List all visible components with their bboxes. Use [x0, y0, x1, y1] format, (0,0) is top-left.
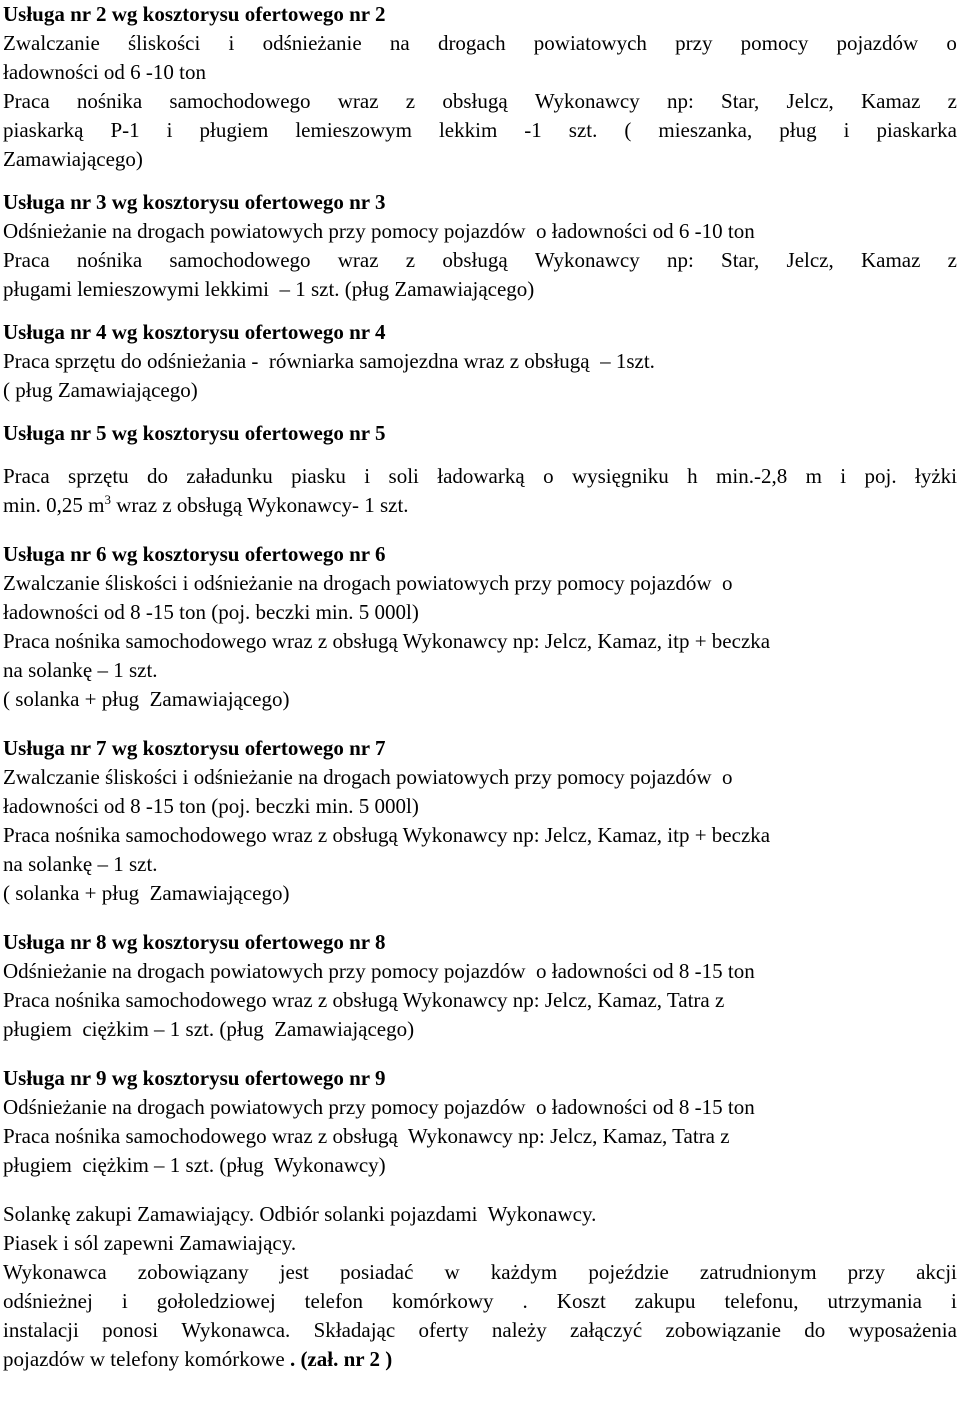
word: mieszanka, [658, 118, 753, 142]
service-2-line-5: Zamawiającego) [3, 147, 143, 171]
word: posiadać [339, 1260, 414, 1284]
word: np: [666, 89, 694, 113]
word: pojazdów [836, 31, 919, 55]
word: ponosi [102, 1318, 159, 1342]
word: np: [666, 248, 694, 272]
service-3-line-2 [3, 246, 957, 275]
word: na [389, 31, 410, 55]
word: komórkowy [392, 1289, 494, 1313]
service-7-title: Usługa nr 7 wg kosztorysu ofertowego nr 7 [3, 736, 386, 760]
word: soli [388, 464, 419, 488]
service-9-line-1: Odśnieżanie na drogach powiatowych przy pomocy pojazdów o ładowności od 8 -15 ton [3, 1095, 755, 1119]
word: lemieszowym [295, 118, 412, 142]
word: należy [491, 1318, 547, 1342]
word: i [843, 118, 850, 142]
word: i [121, 1289, 128, 1313]
word: załączyć [569, 1318, 643, 1342]
service-9 [3, 1064, 957, 1180]
word: Kamaz [860, 248, 921, 272]
word: gołoledziowej [156, 1289, 276, 1313]
word: o [543, 464, 554, 488]
service-2-line-2: ładowności od 6 -10 ton [3, 60, 206, 84]
word: pomocy [740, 31, 809, 55]
final-line-3 [3, 1258, 957, 1287]
final-line-1: Solankę zakupi Zamawiający. Odbiór solanki pojazdami Wykonawcy. [3, 1202, 597, 1226]
word: utrzymania [827, 1289, 923, 1313]
service-9-title: Usługa nr 9 wg kosztorysu ofertowego nr 9 [3, 1066, 386, 1090]
word: wraz [337, 248, 379, 272]
word: do [804, 1318, 826, 1342]
word: sprzętu [68, 464, 129, 488]
word: ładowarką [437, 464, 525, 488]
word: z [405, 248, 416, 272]
word: z [405, 89, 416, 113]
word: szt. [568, 118, 598, 142]
word: oferty [418, 1318, 469, 1342]
word: P-1 [110, 118, 140, 142]
service-7-line-2: ładowności od 8 -15 ton (poj. beczki min. 5 000l) [3, 794, 419, 818]
word: lekkim [438, 118, 498, 142]
word: do [147, 464, 169, 488]
word: z [947, 248, 957, 272]
service-6-line-3: Praca nośnika samochodowego wraz z obsługą Wykonawcy np: Jelcz, Kamaz, itp + beczka [3, 629, 771, 653]
word: Koszt [556, 1289, 606, 1313]
word: o [946, 31, 957, 55]
service-2-line-1 [3, 29, 957, 58]
service-6-line-2: ładowności od 8 -15 ton (poj. beczki min. 5 000l) [3, 600, 419, 624]
service-7-line-5: ( solanka + pług Zamawiającego) [3, 881, 290, 905]
word: nośnika [76, 248, 143, 272]
word: pojeździe [588, 1260, 669, 1284]
word: Star, [721, 248, 760, 272]
word: jest [279, 1260, 309, 1284]
word: Jelcz, [786, 89, 834, 113]
word: przy [847, 1260, 885, 1284]
service-2-line-3 [3, 87, 957, 116]
final-line-5 [3, 1316, 957, 1345]
word: i [364, 464, 371, 488]
service-2-line-4 [3, 116, 957, 145]
superscript-3: 3 [104, 492, 112, 507]
service-8-title: Usługa nr 8 wg kosztorysu ofertowego nr 8 [3, 930, 386, 954]
word: Składając [313, 1318, 396, 1342]
word: i [840, 464, 847, 488]
word: samochodowego [169, 89, 311, 113]
service-4-line-1: Praca sprzętu do odśnieżania - równiarka samojezdna wraz z obsługą – 1szt. [3, 349, 655, 373]
final-notes [3, 1200, 957, 1374]
word: min.-2,8 [716, 464, 788, 488]
word: zatrudnionym [699, 1260, 817, 1284]
service-2 [3, 0, 957, 174]
word: piasku [291, 464, 346, 488]
word: Praca [3, 248, 50, 272]
service-6-title: Usługa nr 6 wg kosztorysu ofertowego nr 6 [3, 542, 386, 566]
word: z [947, 89, 957, 113]
word: pługiem [199, 118, 269, 142]
word: przy [675, 31, 713, 55]
word: poj. [864, 464, 897, 488]
service-3-line-3: pługami lemieszowymi lekkimi – 1 szt. (pług Zamawiającego) [3, 277, 535, 301]
word: akcji [916, 1260, 957, 1284]
word: samochodowego [169, 248, 311, 272]
service-2-title: Usługa nr 2 wg kosztorysu ofertowego nr 2 [3, 2, 386, 26]
service-4-line-2: ( pług Zamawiającego) [3, 378, 198, 402]
word: Kamaz [860, 89, 921, 113]
service-6 [3, 540, 957, 714]
word: -1 [524, 118, 542, 142]
word: Praca [3, 464, 50, 488]
service-8 [3, 928, 957, 1044]
word: odśnieżanie [262, 31, 362, 55]
word: piaskarką [3, 118, 84, 142]
final-line-2: Piasek i sól zapewni Zamawiający. [3, 1231, 297, 1255]
word: Wykonawca [3, 1260, 107, 1284]
final-line-6a: pojazdów w telefony komórkowe [3, 1347, 285, 1371]
service-7-line-1: Zwalczanie śliskości i odśnieżanie na drogach powiatowych przy pomocy pojazdów o [3, 765, 733, 789]
word: śliskości [127, 31, 201, 55]
word: . [522, 1289, 528, 1313]
service-8-line-2: Praca nośnika samochodowego wraz z obsługą Wykonawcy np: Jelcz, Kamaz, Tatra z [3, 988, 725, 1012]
word: Jelcz, [786, 248, 834, 272]
attachment-ref: . (zał. nr 2 ) [284, 1347, 393, 1371]
service-5-line-1 [3, 462, 957, 491]
word: załadunku [186, 464, 273, 488]
word: powiatowych [533, 31, 647, 55]
service-4-title: Usługa nr 4 wg kosztorysu ofertowego nr 4 [3, 320, 386, 344]
word: Praca [3, 89, 50, 113]
word: drogach [437, 31, 506, 55]
service-5-line-2a: min. 0,25 m [3, 493, 105, 517]
word: i [166, 118, 173, 142]
service-7-line-4: na solankę – 1 szt. [3, 852, 158, 876]
word: obsługą [442, 89, 508, 113]
word: wraz [337, 89, 379, 113]
word: ( [624, 118, 632, 142]
word: i [951, 1289, 957, 1313]
word: Wykonawcy [534, 89, 640, 113]
word: w [444, 1260, 460, 1284]
word: zobowiązanie [665, 1318, 781, 1342]
service-7 [3, 734, 957, 908]
word: wysięgniku [571, 464, 669, 488]
service-6-line-5: ( solanka + pług Zamawiającego) [3, 687, 290, 711]
word: telefonu, [724, 1289, 799, 1313]
service-5-line-2b: wraz z obsługą Wykonawcy- 1 szt. [111, 493, 409, 517]
word: zobowiązany [137, 1260, 249, 1284]
word: łyżki [914, 464, 957, 488]
service-9-line-3: pługiem ciężkim – 1 szt. (pług Wykonawcy) [3, 1153, 386, 1177]
service-5-title: Usługa nr 5 wg kosztorysu ofertowego nr 5 [3, 421, 386, 445]
word: m [805, 464, 822, 488]
service-9-line-2: Praca nośnika samochodowego wraz z obsługą Wykonawcy np: Jelcz, Kamaz, Tatra z [3, 1124, 730, 1148]
service-3-line-1: Odśnieżanie na drogach powiatowych przy pomocy pojazdów o ładowności od 6 -10 ton [3, 219, 755, 243]
word: Wykonawcy [534, 248, 640, 272]
word: wyposażenia [848, 1318, 957, 1342]
word: obsługą [442, 248, 508, 272]
word: i [228, 31, 235, 55]
service-3-title: Usługa nr 3 wg kosztorysu ofertowego nr 3 [3, 190, 386, 214]
word: telefon [304, 1289, 363, 1313]
word: h [687, 464, 698, 488]
final-line-4 [3, 1287, 957, 1316]
word: Star, [721, 89, 760, 113]
word: piaskarka [876, 118, 957, 142]
service-8-line-1: Odśnieżanie na drogach powiatowych przy pomocy pojazdów o ładowności od 8 -15 ton [3, 959, 755, 983]
service-4 [3, 318, 957, 405]
service-5-line-2 [3, 491, 957, 520]
service-8-line-3: pługiem ciężkim – 1 szt. (pług Zamawiającego) [3, 1017, 415, 1041]
service-6-line-4: na solankę – 1 szt. [3, 658, 158, 682]
word: nośnika [76, 89, 143, 113]
word: odśnieżnej [3, 1289, 93, 1313]
service-3 [3, 188, 957, 304]
service-7-line-3: Praca nośnika samochodowego wraz z obsługą Wykonawcy np: Jelcz, Kamaz, itp + beczka [3, 823, 771, 847]
word: zakupu [634, 1289, 696, 1313]
final-line-6 [3, 1345, 957, 1374]
word: instalacji [3, 1318, 79, 1342]
word: Wykonawca. [181, 1318, 291, 1342]
word: pług [779, 118, 817, 142]
word: każdym [490, 1260, 558, 1284]
word: Zwalczanie [3, 31, 100, 55]
service-6-line-1: Zwalczanie śliskości i odśnieżanie na drogach powiatowych przy pomocy pojazdów o [3, 571, 733, 595]
service-5 [3, 419, 957, 520]
